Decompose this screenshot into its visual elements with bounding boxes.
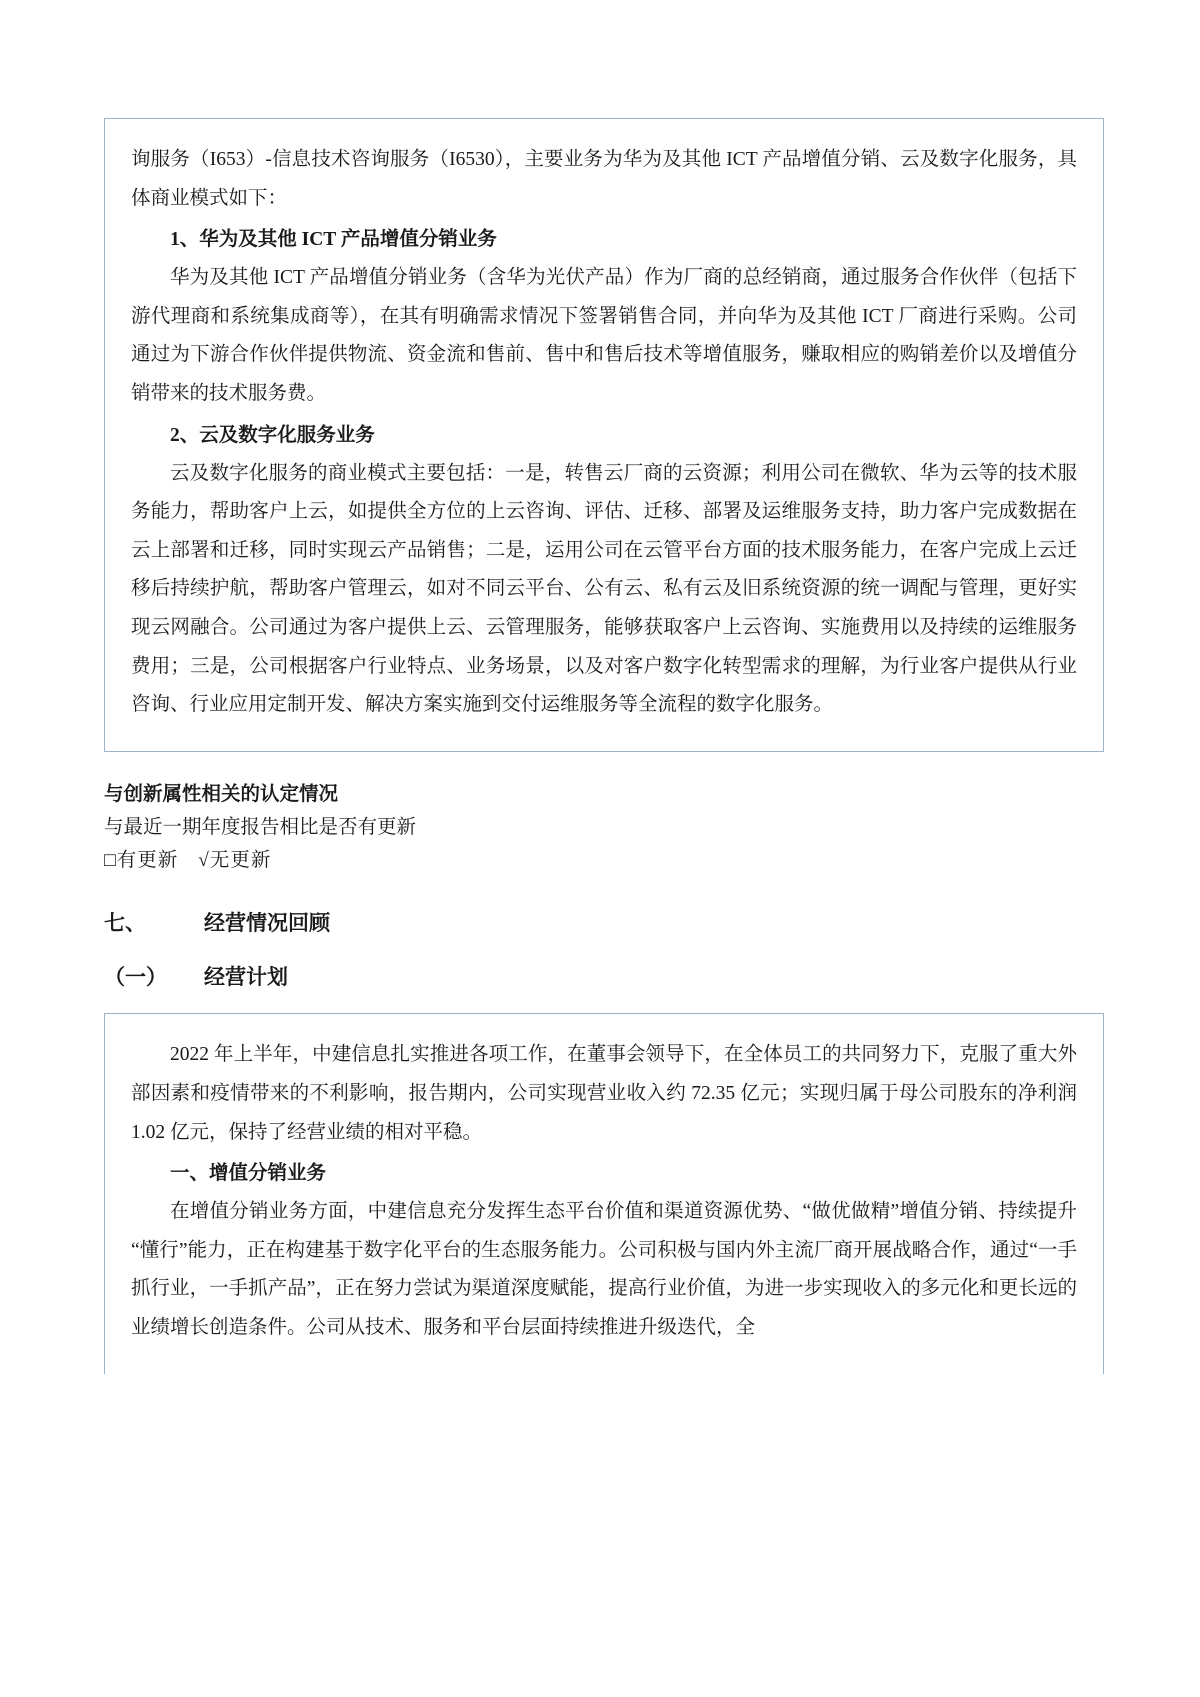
checkbox-not-updated[interactable]: √无更新 bbox=[198, 850, 272, 872]
business-review-box bbox=[104, 1013, 1104, 1373]
innovation-question: 与最近一期年度报告相比是否有更新 bbox=[104, 817, 417, 839]
subheading-cloud: 2、云及数字化服务业务 bbox=[170, 424, 375, 446]
heading-one bbox=[104, 961, 1104, 991]
innovation-section bbox=[104, 778, 1104, 877]
heading-seven-number: 七、 bbox=[104, 911, 146, 936]
paragraph-cloud: 云及数字化服务的商业模式主要包括：一是，转售云厂商的云资源；利用公司在微软、华为云等的技术服务能力，帮助客户上云，如提供全方位的上云咨询、评估、迁移、部署及运维服务支持，助力客户完成数据在云上部署和迁移，同时实现云产品销售；二是，运用公司在云管平台方面的技术服务能力，在客户完成上云迁移后持续护航，帮助客户管理云，如对不同云平台、公有云、私有云及旧系统资源的统一调配与管理，更好实现云网融合。公司通过为客户提供上云、云管理服务，能够获取客户上云咨询、实施费用以及持续的运维服务费用；三是，公司根据客户行业特点、业务场景，以及对客户数字化转型需求的理解，为行业客户提供从行业咨询、行业应用定制开发、解决方案实施到交付运维服务等全流程的数字化服务。 bbox=[131, 462, 1077, 716]
heading-one-number: （一） bbox=[104, 965, 167, 990]
subheading-distribution: 1、华为及其他 ICT 产品增值分销业务 bbox=[170, 229, 497, 251]
heading-seven-text: 经营情况回顾 bbox=[204, 911, 330, 936]
business-model-box bbox=[104, 118, 1104, 752]
paragraph-continued: 询服务（I653）-信息技术咨询服务（I6530），主要业务为华为及其他 ICT 产品增值分销、云及数字化服务，具体商业模式如下： bbox=[131, 149, 1077, 209]
innovation-title: 与创新属性相关的认定情况 bbox=[104, 783, 339, 805]
paragraph-overview: 2022 年上半年，中建信息扎实推进各项工作，在董事会领导下，在全体员工的共同努力下，克服了重大外部因素和疫情带来的不利影响，报告期内，公司实现营业收入约 72.35 亿元；实现归属于母公司股东的净利润 1.02 亿元，保持了经营业绩的相对平稳。 bbox=[131, 1044, 1077, 1143]
page-content bbox=[104, 118, 1104, 1374]
checkbox-updated[interactable]: □有更新 bbox=[104, 850, 179, 872]
innovation-options bbox=[104, 844, 1104, 877]
paragraph-value-added: 在增值分销业务方面，中建信息充分发挥生态平台价值和渠道资源优势、“做优做精”增值分销、持续提升“懂行”能力，正在构建基于数字化平台的生态服务能力。公司积极与国内外主流厂商开展战略合作，通过“一手抓行业，一手抓产品”，正在努力尝试为渠道深度赋能，提高行业价值，为进一步实现收入的多元化和更长远的业绩增长创造条件。公司从技术、服务和平台层面持续推进升级迭代，全 bbox=[131, 1201, 1077, 1338]
subheading-value-added: 一、增值分销业务 bbox=[170, 1163, 327, 1185]
paragraph-distribution: 华为及其他 ICT 产品增值分销业务（含华为光伏产品）作为厂商的总经销商，通过服务合作伙伴（包括下游代理商和系统集成商等），在其有明确需求情况下签署销售合同，并向华为及其他 ICT 厂商进行采购。公司通过为下游合作伙伴提供物流、资金流和售前、售中和售后技术等增值服务，赚取相应的购销差价以及增值分销带来的技术服务费。 bbox=[131, 267, 1077, 405]
heading-one-text: 经营计划 bbox=[204, 965, 288, 990]
heading-seven bbox=[104, 907, 1104, 937]
